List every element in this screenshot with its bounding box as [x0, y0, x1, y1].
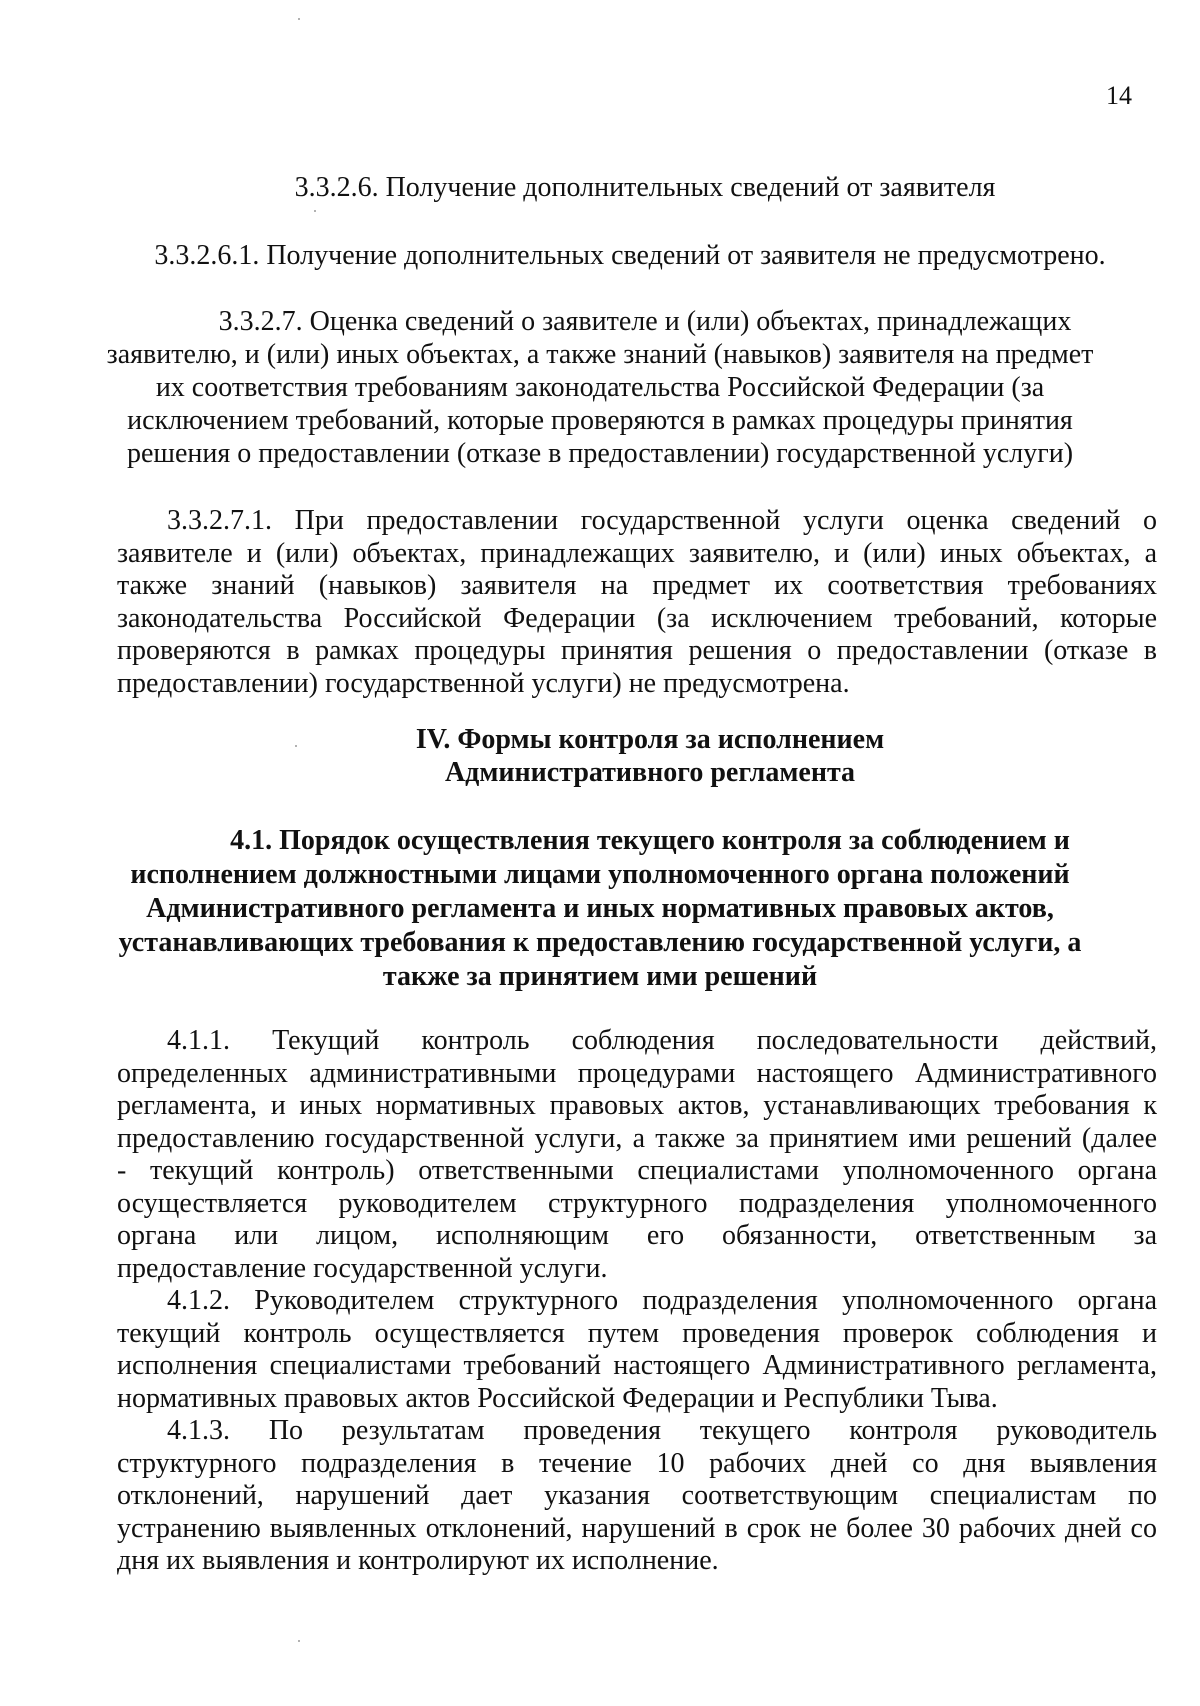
heading-line: исключением требований, которые проверяются в рамках процедуры принятия	[127, 405, 1073, 436]
paragraph-line: также знаний (навыков) заявителя на предмет их соответствия требованиях	[117, 570, 1157, 601]
paragraph-4-1-2	[117, 1285, 1157, 1415]
paragraph-line: предоставлению государственной услуги, а также за принятием ими решений (далее	[117, 1122, 1157, 1154]
paragraph-line: предоставление государственной услуги.	[117, 1252, 608, 1284]
paragraph-line: проверяются в рамках процедуры принятия решения о предоставлении (отказе в	[117, 635, 1157, 666]
paragraph-line: 4.1.1. Текущий контроль соблюдения последовательности действий,	[167, 1025, 1157, 1056]
paragraph-line: структурного подразделения в течение 10 рабочих дней со дня выявления	[117, 1447, 1157, 1479]
paragraph-line: нормативных правовых актов Российской Федерации и Республики Тыва.	[117, 1382, 998, 1414]
section-title-line: IV. Формы контроля за исполнением	[415, 724, 885, 755]
paragraph-line: определенных административными процедурами настоящего Административного	[117, 1057, 1157, 1089]
heading-line: 3.3.2.7. Оценка сведений о заявителе и (или) объектах, принадлежащих	[218, 306, 1072, 337]
paragraph-4-1-1	[117, 1025, 1157, 1285]
paragraph-line: 3.3.2.7.1. При предоставлении государственной услуги оценка сведений о	[167, 505, 1157, 536]
section-title-line: Административного регламента	[444, 757, 856, 788]
paragraph-line: устранению выявленных отклонений, нарушений в срок не более 30 рабочих дней со	[117, 1512, 1157, 1544]
heading-line: 4.1. Порядок осуществления текущего контроля за соблюдением и	[230, 825, 1070, 856]
paragraph-line: текущий контроль осуществляется путем проведения проверок соблюдения и	[117, 1317, 1157, 1349]
paragraphs-4-1	[117, 1025, 1157, 1578]
scan-speck	[314, 210, 316, 212]
heading-line: заявителю, и (или) иных объектах, а также знаний (навыков) заявителя на предмет	[106, 339, 1094, 370]
paragraph-line: 4.1.2. Руководителем структурного подразделения уполномоченного органа	[167, 1285, 1157, 1316]
paragraph-3-3-2-6-1: 3.3.2.6.1. Получение дополнительных сведений от заявителя не предусмотрено.	[154, 240, 1106, 271]
paragraph-line: предоставлении) государственной услуги) не предусмотрена.	[117, 667, 850, 699]
paragraph-line: отклонений, нарушений дает указания соответствующим специалистам по	[117, 1480, 1157, 1511]
heading-line: Административного регламента и иных нормативных правовых актов,	[146, 893, 1054, 924]
heading-line: исполнением должностными лицами уполномоченного органа положений	[130, 859, 1070, 890]
paragraph-line: регламента, и иных нормативных правовых актов, устанавливающих требования к	[117, 1090, 1157, 1121]
paragraph-line: исполнения специалистами требований настоящего Административного регламента,	[117, 1350, 1157, 1381]
paragraph-line: законодательства Российской Федерации (за исключением требований, которые	[117, 602, 1157, 634]
scan-speck	[298, 18, 300, 20]
paragraph-line: 4.1.3. По результатам проведения текущего контроля руководитель	[167, 1415, 1157, 1446]
heading-3-3-2-6: 3.3.2.6. Получение дополнительных сведений от заявителя	[294, 172, 996, 203]
paragraph-line: дня их выявления и контролируют их исполнение.	[117, 1545, 719, 1576]
page-number: 14	[1106, 81, 1132, 110]
paragraph-line: заявителе и (или) объектах, принадлежащих заявителю, и (или) иных объектах, а	[117, 537, 1157, 569]
scan-speck	[298, 1640, 300, 1642]
heading-line: их соответствия требованиям законодательства Российской Федерации (за	[155, 372, 1045, 403]
heading-line: решения о предоставлении (отказе в предоставлении) государственной услуги)	[126, 438, 1074, 469]
paragraph-line: органа или лицом, исполняющим его обязанности, ответственным за	[117, 1220, 1157, 1251]
paragraph-3-3-2-7-1	[117, 505, 1157, 700]
heading-line: также за принятием ими решений	[382, 961, 818, 992]
paragraph-line: осуществляется руководителем структурного подразделения уполномоченного	[117, 1187, 1157, 1219]
heading-line: устанавливающих требования к предоставлению государственной услуги, а	[118, 927, 1082, 958]
paragraph-line: - текущий контроль) ответственными специалистами уполномоченного органа	[117, 1155, 1157, 1186]
paragraph-4-1-3	[117, 1415, 1157, 1578]
